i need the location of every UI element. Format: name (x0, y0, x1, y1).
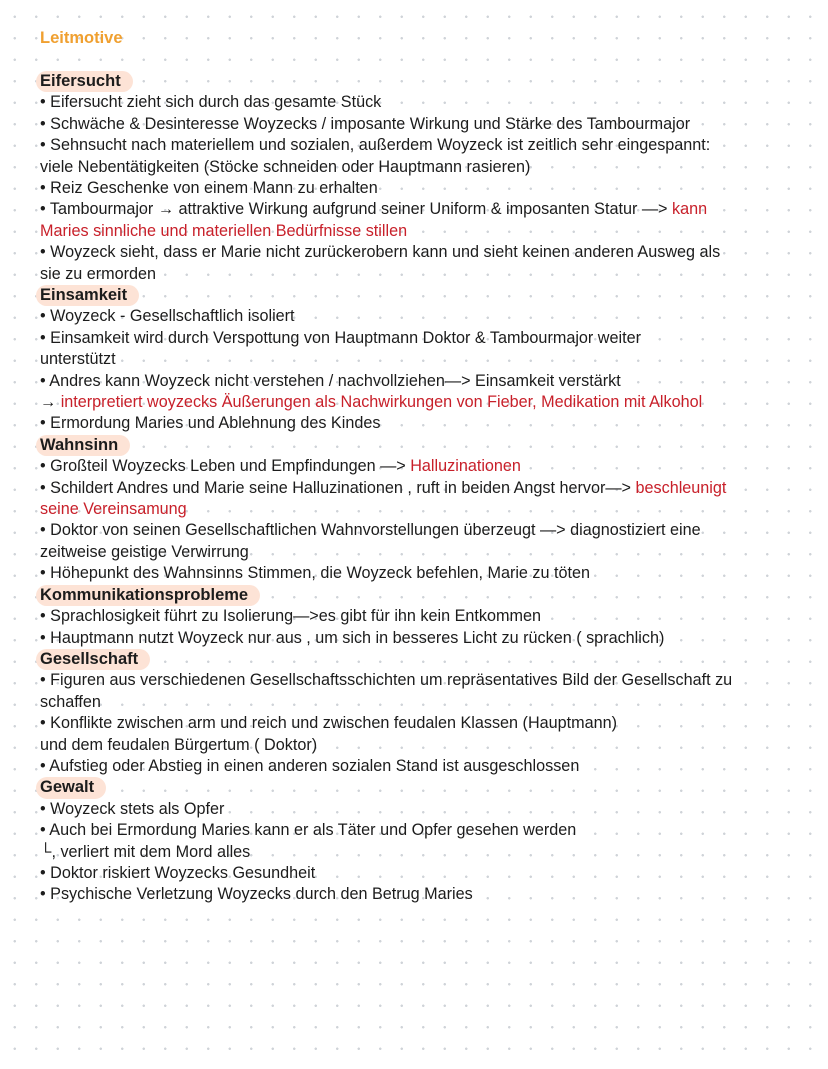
section-heading: Einsamkeit (36, 285, 139, 306)
section-einsamkeit (40, 285, 820, 435)
list-item: • Sprachlosigkeit führt zu Isolierung—>es gibt für ihn kein Entkommen (40, 607, 541, 626)
list-item: • Woyzeck stets als Opfer (40, 799, 225, 818)
list-item-continuation: unterstützt (40, 350, 116, 369)
list-item: • Einsamkeit wird durch Verspottung von Hauptmann Doktor & Tambourmajor weiter (40, 328, 641, 347)
list-item-text: • Tambourmajor → attraktive Wirkung aufgrund seiner Uniform & imposanten Statur —> (40, 200, 672, 219)
arrow-icon: → (40, 393, 61, 412)
list-item-text: • Großteil Woyzecks Leben und Empfindungen —> (40, 457, 411, 476)
highlight-text: kann (672, 200, 708, 219)
section-heading: Kommunikationsprobleme (36, 585, 260, 606)
list-item: • Höhepunkt des Wahnsinns Stimmen, die Woyzeck befehlen, Marie zu töten (40, 564, 591, 583)
list-item: • Ermordung Maries und Ablehnung des Kindes (40, 414, 381, 433)
list-item: • Figuren aus verschiedenen Gesellschaftsschichten um repräsentatives Bild der Gesellschaft zu (40, 671, 733, 690)
list-item: • Sehnsucht nach materiellem und sozialen, außerdem Woyzeck ist zeitlich sehr eingespannt: (40, 136, 711, 155)
list-item: • Psychische Verletzung Woyzecks durch den Betrug Maries (40, 885, 473, 904)
section-gesellschaft (40, 649, 820, 777)
highlight-text: interpretiert woyzecks Äußerungen als Nachwirkungen von Fieber, Medikation mit Alkohol (60, 393, 703, 412)
list-item: • Aufstieg oder Abstieg in einen anderen sozialen Stand ist ausgeschlossen (40, 756, 580, 775)
highlight-text: Halluzinationen (410, 457, 521, 476)
list-item: • Eifersucht zieht sich durch das gesamte Stück (40, 93, 382, 112)
list-item (40, 478, 820, 499)
list-item (40, 456, 820, 477)
list-item: • Schwäche & Desinteresse Woyzecks / imposante Wirkung und Stärke des Tambourmajor (40, 114, 691, 133)
list-item-continuation: viele Nebentätigkeiten (Stöcke schneiden oder Hauptmann rasieren) (40, 157, 531, 176)
list-item: • Doktor von seinen Gesellschaftlichen Wahnvorstellungen überzeugt —> diagnostiziert eine (40, 521, 701, 540)
list-item: • Woyzeck - Gesellschaftlich isoliert (40, 307, 295, 326)
highlight-text: seine Vereinsamung (40, 500, 187, 519)
list-item (40, 392, 820, 413)
section-heading: Gesellschaft (36, 649, 150, 670)
section-heading: Wahnsinn (36, 435, 130, 456)
list-item (40, 199, 820, 220)
section-gewalt (40, 777, 820, 905)
list-item: • Auch bei Ermordung Maries kann er als Täter und Opfer gesehen werden (40, 821, 577, 840)
section-kommunikation (40, 585, 820, 649)
list-item-subpoint: └, verliert mit dem Mord alles (40, 842, 251, 861)
note-page (40, 27, 820, 906)
section-eifersucht (40, 71, 820, 285)
highlight-text: beschleunigt (635, 478, 727, 497)
section-heading: Gewalt (36, 777, 106, 798)
list-item: • Hauptmann nutzt Woyzeck nur aus , um sich in besseres Licht zu rücken ( sprachlich) (40, 628, 665, 647)
list-item: • Andres kann Woyzeck nicht verstehen / nachvollziehen—> Einsamkeit verstärkt (40, 371, 621, 390)
list-item-continuation: und dem feudalen Bürgertum ( Doktor) (40, 735, 318, 754)
highlight-text: Maries sinnliche und materiellen Bedürfnisse stillen (40, 221, 408, 240)
list-item: • Doktor riskiert Woyzecks Gesundheit (40, 863, 316, 882)
list-item: • Konflikte zwischen arm und reich und zwischen feudalen Klassen (Hauptmann) (40, 714, 618, 733)
list-item-continuation: schaffen (40, 692, 101, 711)
list-item: • Woyzeck sieht, dass er Marie nicht zurückerobern kann und sieht keinen anderen Ausweg als (40, 243, 721, 262)
section-wahnsinn (40, 435, 820, 585)
list-item-continuation: zeitweise geistige Verwirrung (40, 542, 249, 561)
list-item-continuation: sie zu ermorden (40, 264, 157, 283)
list-item: • Reiz Geschenke von einem Mann zu erhalten (40, 179, 378, 198)
list-item-text: • Schildert Andres und Marie seine Halluzinationen , ruft in beiden Angst hervor—> (40, 478, 636, 497)
page-title: Leitmotive (40, 29, 123, 47)
section-heading: Eifersucht (36, 71, 133, 92)
